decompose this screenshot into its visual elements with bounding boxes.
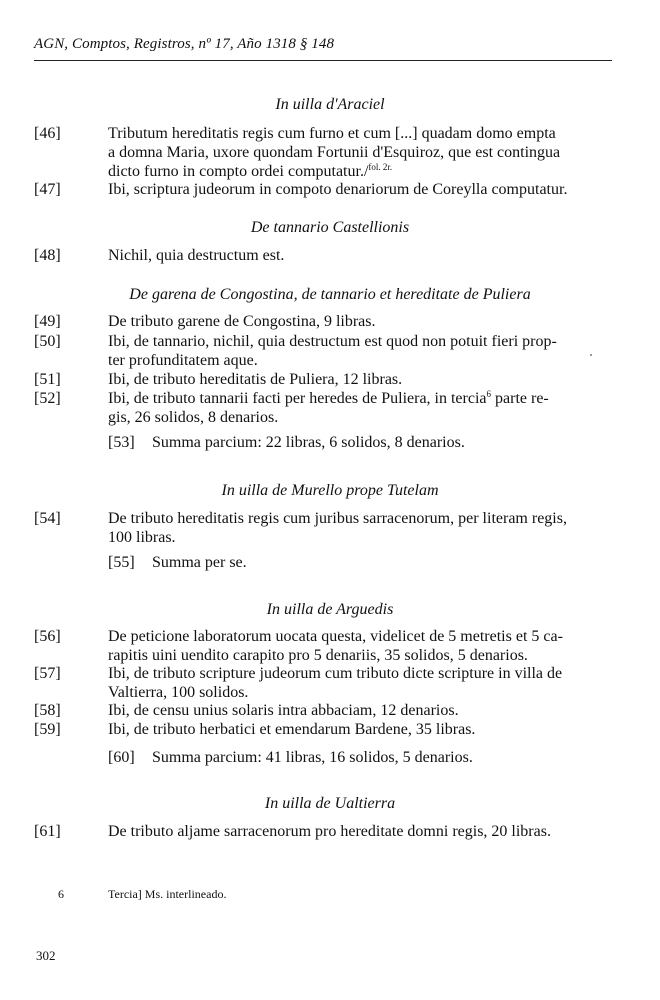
footnote-text: Tercia] Ms. interlineado. bbox=[108, 887, 227, 901]
header-rule bbox=[34, 60, 612, 61]
section-heading-congostina: De garena de Congostina, de tannario et hereditate de Puliera bbox=[129, 286, 531, 303]
page-number: 302 bbox=[36, 948, 56, 963]
entry-text: De tributo garene de Congostina, 9 libras. bbox=[108, 313, 376, 330]
entry-text: Tributum hereditatis regis cum furno et cum [...] quadam domo empta a domna Maria, uxore quondam Fortunii d'Esquiroz, que est contingua dicto furno in compto ordei computatur./$^{fol. 2r.}$ bbox=[108, 125, 561, 180]
section-heading-ualtierra: In uilla de Ualtierra bbox=[264, 795, 396, 812]
entry-number: [60] bbox=[108, 749, 135, 766]
entry-number: [49] bbox=[34, 313, 61, 330]
entry-number: [56] bbox=[34, 628, 61, 645]
section-heading-arguedis: In uilla de Arguedis bbox=[266, 601, 394, 618]
entry-text: Ibi, de tributo scripture judeorum cum tributo dicte scripture in villa de Valtierra, 100 solidos. bbox=[108, 665, 563, 701]
summary-text: Summa parcium: 41 libras, 16 solidos, 5 denarios. bbox=[152, 749, 473, 766]
entry-text: De tributo aljame sarracenorum pro hereditate domni regis, 20 libras. bbox=[108, 823, 551, 840]
entry-number: [57] bbox=[34, 665, 61, 682]
entry-number: [54] bbox=[34, 510, 61, 527]
entry-number: [51] bbox=[34, 371, 61, 388]
entry-number: [48] bbox=[34, 247, 61, 264]
entry-text: Ibi, de tributo tannarii facti per heredes de Puliera, in tercia$^6$ parte re- gis, 26 solidos, 8 denarios. bbox=[108, 389, 549, 426]
summary-text: Summa per se. bbox=[152, 554, 247, 571]
entry-text: De tributo hereditatis regis cum juribus sarracenorum, per literam regis, 100 libras. bbox=[108, 510, 567, 546]
entry-number: [59] bbox=[34, 721, 61, 738]
entry-text: Ibi, de tannario, nichil, quia destructum est quod non potuit fieri prop- ter profunditatem aque. bbox=[108, 333, 557, 369]
entry-text: Nichil, quia destructum est. bbox=[108, 247, 285, 264]
entry-number: [61] bbox=[34, 823, 61, 840]
entry-number: [55] bbox=[108, 554, 135, 571]
entry-text: De peticione laboratorum uocata questa, videlicet de 5 metretis et 5 ca- rapitis uini uendito carapito pro 5 denariis, 35 solidos, 5 denarios. bbox=[108, 628, 563, 664]
ink-speck bbox=[590, 354, 592, 356]
entry-text: Ibi, de tributo herbatici et emendarum Bardene, 35 libras. bbox=[108, 721, 476, 738]
entry-number: [50] bbox=[34, 333, 61, 350]
running-header: AGN, Comptos, Registros, nº 17, Año 1318 § 148 bbox=[34, 36, 335, 52]
entry-number: [58] bbox=[34, 702, 61, 719]
entry-number: [47] bbox=[34, 181, 61, 198]
footnote-marker: 6 bbox=[486, 389, 492, 399]
section-heading-tannario: De tannario Castellionis bbox=[250, 219, 410, 236]
entry-text: Ibi, scriptura judeorum in compoto denariorum de Coreylla computatur. bbox=[108, 181, 568, 198]
entry-number: [53] bbox=[108, 434, 135, 451]
folio-marker: fol. 2r. bbox=[368, 162, 393, 172]
entry-number: [52] bbox=[34, 390, 61, 407]
section-heading-murello: In uilla de Murello prope Tutelam bbox=[221, 482, 439, 499]
summary-text: Summa parcium: 22 libras, 6 solidos, 8 denarios. bbox=[152, 434, 465, 451]
entry-number: [46] bbox=[34, 125, 61, 142]
entry-text: Ibi, de censu unius solaris intra abbaciam, 12 denarios. bbox=[108, 702, 459, 719]
footnote-number: 6 bbox=[58, 887, 64, 901]
entry-text: Ibi, de tributo hereditatis de Puliera, 12 libras. bbox=[108, 371, 403, 388]
section-heading-araciel: In uilla d'Araciel bbox=[275, 96, 385, 113]
